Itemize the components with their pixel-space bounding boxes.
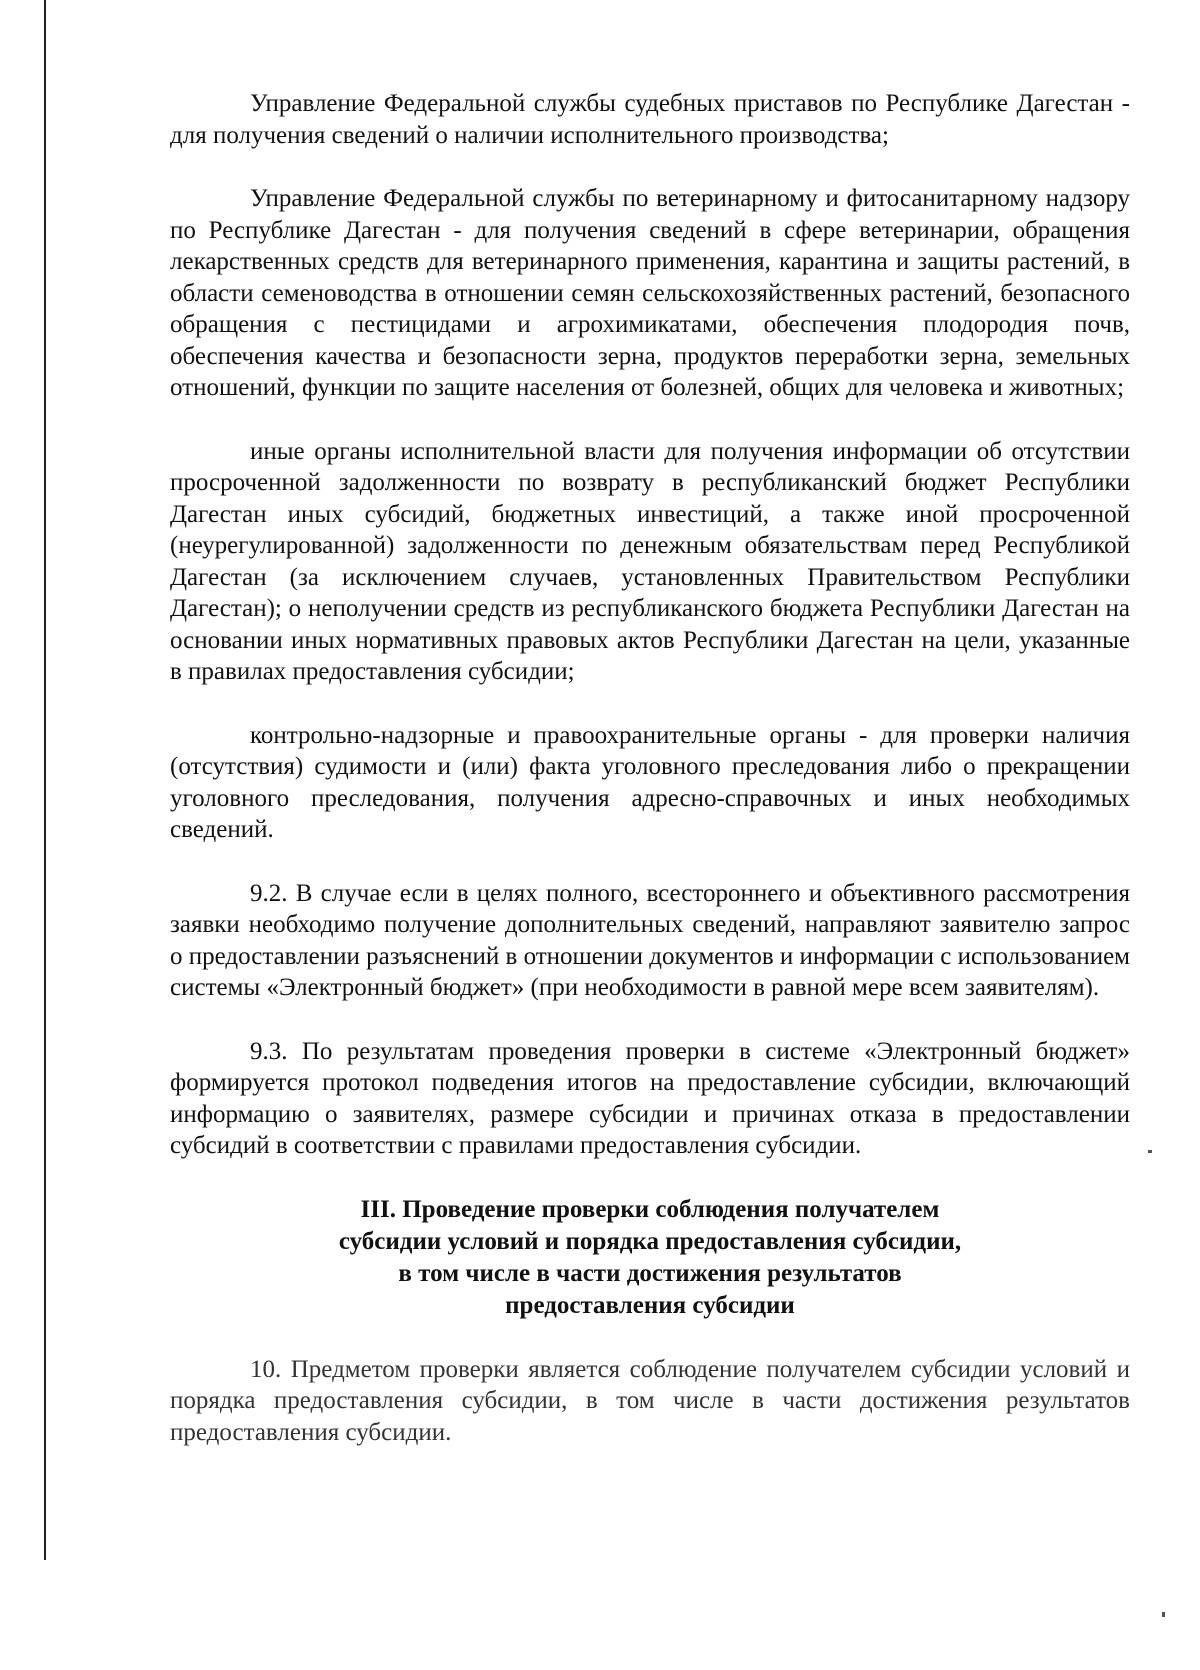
document-body xyxy=(170,88,1130,1480)
scan-speck xyxy=(1148,1150,1152,1153)
section-heading-line: в том числе в части достижения результатов xyxy=(398,1259,902,1287)
paragraph-law-enforcement: контрольно-надзорные и правоохранительные органы - для проверки наличия (отсутствия) судимости и (или) факта уголовного преследования либо о прекращении уголовного преследования, получения адресно-справочных и иных необходимых сведений. xyxy=(170,721,1130,843)
section-heading-line: субсидии условий и порядка предоставления субсидии, xyxy=(338,1227,962,1255)
scan-speck xyxy=(1162,1612,1165,1617)
paragraph-executive-bodies: иные органы исполнительной власти для получения информации об отсутствии просроченной задолженности по возврату в республиканский бюджет Республики Дагестан иных субсидий, бюджетных инвестиций, а также иной просроченной (неурегулированной) задолженности по денежным обязательствам перед Республикой Дагестан (за исключением случаев, установленных Правительством Республики Дагестан); о неполучении средств из республиканского бюджета Республики Дагестан на основании иных нормативных правовых актов Республики Дагестан на цели, указанные в правилах предоставления субсидии; xyxy=(170,437,1130,685)
paragraph-bailiffs: Управление Федеральной службы судебных приставов по Республике Дагестан - для получения сведений о наличии исполнительного производства; xyxy=(170,90,1130,149)
paragraph-9-3: 9.3. По результатам проведения проверки в системе «Электронный бюджет» формируется протокол подведения итогов на предоставление субсидии, включающий информацию о заявителях, размере субсидии и причинах отказа в предоставлении субсидий в соответствии с правилами предоставления субсидии. xyxy=(170,1037,1130,1159)
section-heading xyxy=(170,1194,1130,1322)
paragraph-9-2: 9.2. В случае если в целях полного, всестороннего и объективного рассмотрения заявки необходимо получение дополнительных сведений, направляют заявителю запрос о предоставлении разъяснений в отношении документов и информации с использованием системы «Электронный бюджет» (при необходимости в равной мере всем заявителям). xyxy=(170,879,1130,1001)
section-heading-line: III. Проведение проверки соблюдения получателем xyxy=(360,1195,940,1223)
scan-left-edge xyxy=(44,0,46,1560)
paragraph-10: 10. Предметом проверки является соблюдение получателем субсидии условий и порядка предоставления субсидии, в том числе в части достижения результатов предоставления субсидии. xyxy=(170,1355,1130,1446)
paragraph-veterinary: Управление Федеральной службы по ветеринарному и фитосанитарному надзору по Республике Дагестан - для получения сведений в сфере ветеринарии, обращения лекарственных средств для ветеринарного применения, карантина и защиты растений, в области семеноводства в отношении семян сельскохозяйственных растений, безопасного обращения с пестицидами и агрохимикатами, обеспечения плодородия почв, обеспечения качества и безопасности зерна, продуктов переработки зерна, земельных отношений, функции по защите населения от болезней, общих для человека и животных; xyxy=(170,185,1130,401)
section-heading-line: предоставления субсидии xyxy=(505,1291,795,1319)
